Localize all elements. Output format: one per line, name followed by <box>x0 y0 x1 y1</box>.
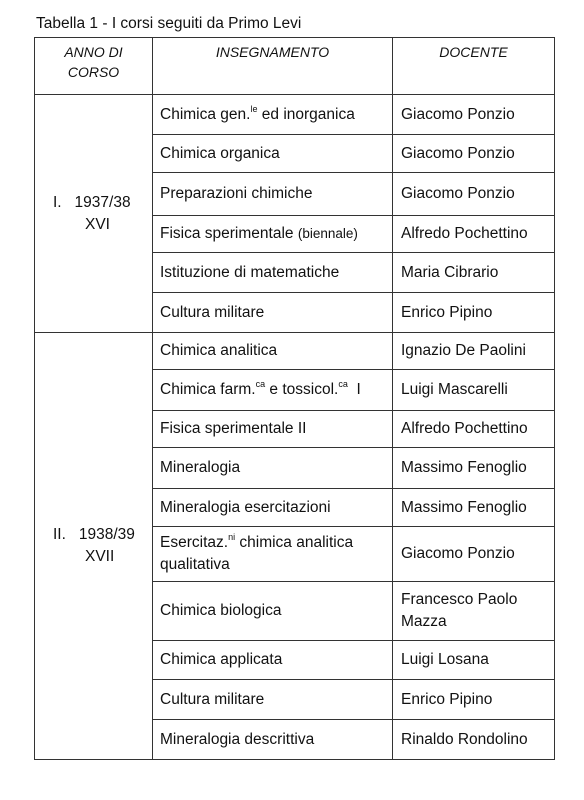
teacher-cell: Massimo Fenoglio <box>393 448 555 489</box>
header-course: INSEGNAMENTO <box>153 38 393 95</box>
course-cell <box>153 720 393 760</box>
course-cell <box>153 411 393 448</box>
header-year-line1: ANNO DI <box>64 44 123 60</box>
course-cell <box>153 370 393 411</box>
course-cell <box>153 582 393 641</box>
header-row <box>35 38 555 95</box>
teacher-cell: Giacomo Ponzio <box>393 135 555 173</box>
year-era: XVII <box>85 548 115 565</box>
year-range: 1937/38 <box>74 193 131 211</box>
course-cell <box>153 448 393 489</box>
teacher-cell: Francesco Paolo Mazza <box>393 582 555 641</box>
year-cell <box>35 95 153 333</box>
year-era: XVI <box>85 215 110 233</box>
course-name: Chimica biologica <box>160 602 282 619</box>
header-year <box>35 38 153 95</box>
teacher-cell: Giacomo Ponzio <box>393 95 555 135</box>
year-gap <box>62 194 75 211</box>
teacher-cell: Maria Cibrario <box>393 253 555 293</box>
year-cell <box>35 333 153 760</box>
course-cell <box>153 253 393 293</box>
course-name-cont: ed inorganica <box>257 105 355 123</box>
course-cell <box>153 333 393 370</box>
course-superscript: le <box>250 103 258 114</box>
teacher-cell: Luigi Losana <box>393 641 555 680</box>
course-cell <box>153 293 393 333</box>
course-name: Fisica sperimentale II <box>160 420 307 437</box>
teacher-cell: Giacomo Ponzio <box>393 527 555 582</box>
teacher-cell: Ignazio De Paolini <box>393 333 555 370</box>
course-name: Mineralogia esercitazioni <box>160 498 331 516</box>
year-line1 <box>53 524 144 546</box>
course-name: Chimica farm. <box>160 381 256 398</box>
course-cell <box>153 173 393 216</box>
course-cell <box>153 527 393 582</box>
course-name: Cultura militare <box>160 303 265 321</box>
table-body <box>35 95 555 760</box>
course-note: (biennale) <box>297 226 358 241</box>
course-name: Fisica sperimentale <box>160 225 298 242</box>
year-number: I. <box>53 193 62 211</box>
teacher-cell: Alfredo Pochettino <box>393 411 555 448</box>
table-row <box>35 95 555 135</box>
course-superscript: ca <box>338 379 348 389</box>
course-name: Chimica gen. <box>160 105 251 123</box>
course-name-cont: chimica analitica qualitativa <box>160 534 358 573</box>
teacher-cell: Giacomo Ponzio <box>393 173 555 216</box>
course-name: Chimica analitica <box>160 342 278 359</box>
teacher-cell: Luigi Mascarelli <box>393 370 555 411</box>
course-name-cont: e tossicol. <box>265 381 339 398</box>
year-gap <box>66 526 79 543</box>
course-cell <box>153 680 393 720</box>
course-name: Mineralogia <box>160 459 241 476</box>
course-name: Preparazioni chimiche <box>160 185 313 202</box>
course-name: Chimica applicata <box>160 651 283 668</box>
teacher-cell: Rinaldo Rondolino <box>393 720 555 760</box>
course-name: Mineralogia descrittiva <box>160 730 315 748</box>
course-cell <box>153 95 393 135</box>
teacher-cell: Massimo Fenoglio <box>393 489 555 527</box>
courses-table <box>34 37 555 760</box>
course-superscript: ca <box>255 379 266 389</box>
year-line1 <box>53 192 144 214</box>
year-range: 1938/39 <box>78 526 135 543</box>
course-name: Cultura militare <box>160 690 265 708</box>
teacher-cell: Enrico Pipino <box>393 293 555 333</box>
teacher-cell: Enrico Pipino <box>393 680 555 720</box>
header-year-line2: CORSO <box>67 64 120 80</box>
header-teacher: DOCENTE <box>393 38 555 95</box>
course-cell <box>153 216 393 253</box>
table-caption: Tabella 1 - I corsi seguiti da Primo Levi <box>36 15 302 32</box>
course-superscript: ni <box>228 532 236 542</box>
table-row <box>35 333 555 370</box>
teacher-cell: Alfredo Pochettino <box>393 216 555 253</box>
course-name: Chimica organica <box>160 144 280 162</box>
course-name: Istituzione di matematiche <box>160 263 340 281</box>
course-name-cont: I <box>347 381 361 398</box>
course-name: Esercitaz. <box>160 534 229 551</box>
course-cell <box>153 489 393 527</box>
course-cell <box>153 641 393 680</box>
course-cell <box>153 135 393 173</box>
year-number: II. <box>53 526 66 543</box>
